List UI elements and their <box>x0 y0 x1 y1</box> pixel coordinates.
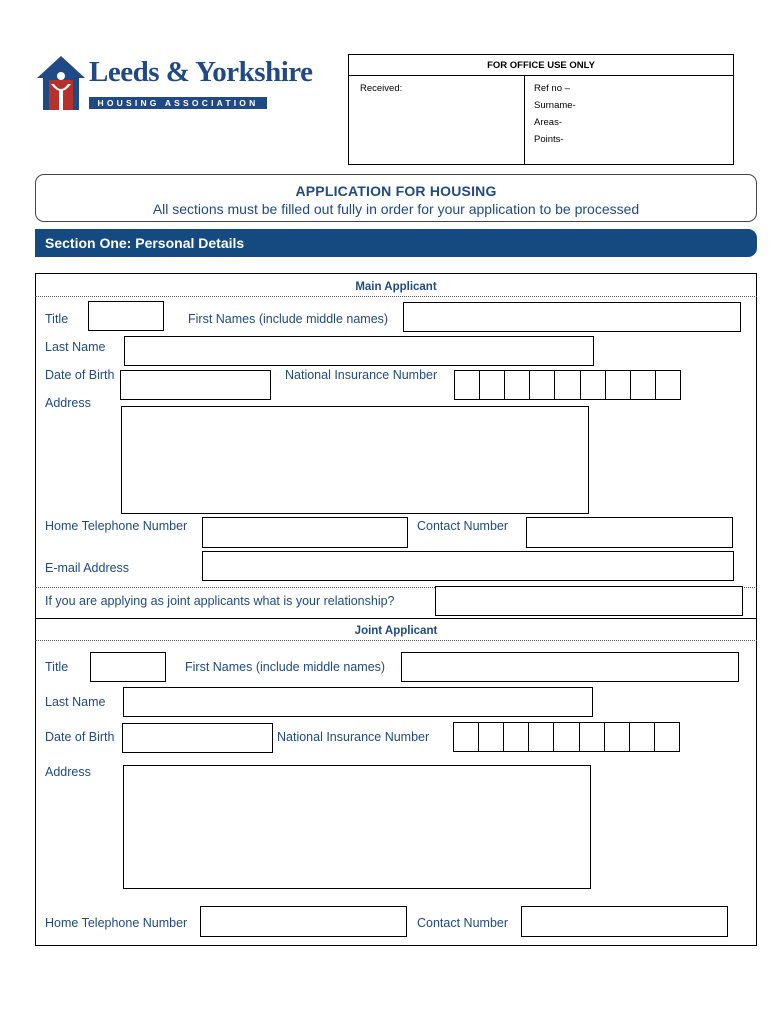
logo <box>35 54 313 114</box>
main-email-label: E-mail Address <box>45 561 130 575</box>
section-heading: Section One: Personal Details <box>35 229 757 257</box>
application-subtitle: All sections must be filled out fully in order for your application to be processed <box>152 201 640 217</box>
joint-last-name-label: Last Name <box>45 695 106 709</box>
joint-dob-field[interactable] <box>122 723 273 753</box>
main-ni-field[interactable] <box>454 370 681 400</box>
joint-title-label: Title <box>45 660 69 674</box>
joint-first-names-field[interactable] <box>401 652 739 682</box>
main-last-name-label: Last Name <box>45 340 106 354</box>
relationship-field[interactable] <box>435 586 743 616</box>
main-first-names-field[interactable] <box>403 302 741 332</box>
main-home-tel-label: Home Telephone Number <box>45 519 188 533</box>
main-dob-field[interactable] <box>120 370 271 400</box>
joint-contact-label: Contact Number <box>417 916 509 930</box>
main-title-label: Title <box>45 312 69 326</box>
joint-home-tel-field[interactable] <box>200 906 407 937</box>
joint-title-field[interactable] <box>90 652 166 682</box>
main-last-name-field[interactable] <box>124 336 594 366</box>
relationship-label: If you are applying as joint applicants what is your relationship? <box>45 594 395 608</box>
joint-ni-field[interactable] <box>453 722 680 752</box>
joint-first-names-label: First Names (include middle names) <box>185 660 386 674</box>
main-first-names-label: First Names (include middle names) <box>188 312 389 326</box>
main-applicant-divider <box>35 296 757 297</box>
main-title-field[interactable] <box>88 301 164 331</box>
joint-applicant-divider <box>35 640 757 641</box>
main-address-field[interactable] <box>121 406 589 514</box>
main-address-label: Address <box>45 396 91 410</box>
main-email-field[interactable] <box>202 551 734 581</box>
main-ni-label: National Insurance Number <box>285 368 438 382</box>
application-title-box <box>35 174 757 222</box>
office-received: Received: <box>360 83 403 94</box>
joint-dob-label: Date of Birth <box>45 730 115 744</box>
office-ref: Ref no – <box>534 83 570 94</box>
main-home-tel-field[interactable] <box>202 517 408 548</box>
office-points: Points- <box>534 134 564 145</box>
logo-subtitle: HOUSING ASSOCIATION <box>89 97 267 109</box>
main-dob-label: Date of Birth <box>45 368 115 382</box>
application-title: APPLICATION FOR HOUSING <box>295 183 497 199</box>
office-surname: Surname- <box>534 100 576 111</box>
office-use-box <box>348 54 734 165</box>
joint-contact-field[interactable] <box>521 906 728 937</box>
joint-applicant-heading: Joint Applicant <box>354 625 438 637</box>
joint-last-name-field[interactable] <box>123 687 593 717</box>
main-contact-field[interactable] <box>526 517 733 548</box>
office-areas: Areas- <box>534 117 562 128</box>
joint-ni-label: National Insurance Number <box>277 730 430 744</box>
logo-name: Leeds & Yorkshire <box>89 56 313 88</box>
main-applicant-heading: Main Applicant <box>355 281 437 293</box>
joint-home-tel-label: Home Telephone Number <box>45 916 188 930</box>
joint-address-field[interactable] <box>123 765 591 889</box>
house-logo-icon <box>35 54 87 112</box>
joint-address-label: Address <box>45 765 91 779</box>
office-divider <box>524 75 525 165</box>
office-heading: FOR OFFICE USE ONLY <box>349 55 733 76</box>
main-contact-label: Contact Number <box>417 519 509 533</box>
